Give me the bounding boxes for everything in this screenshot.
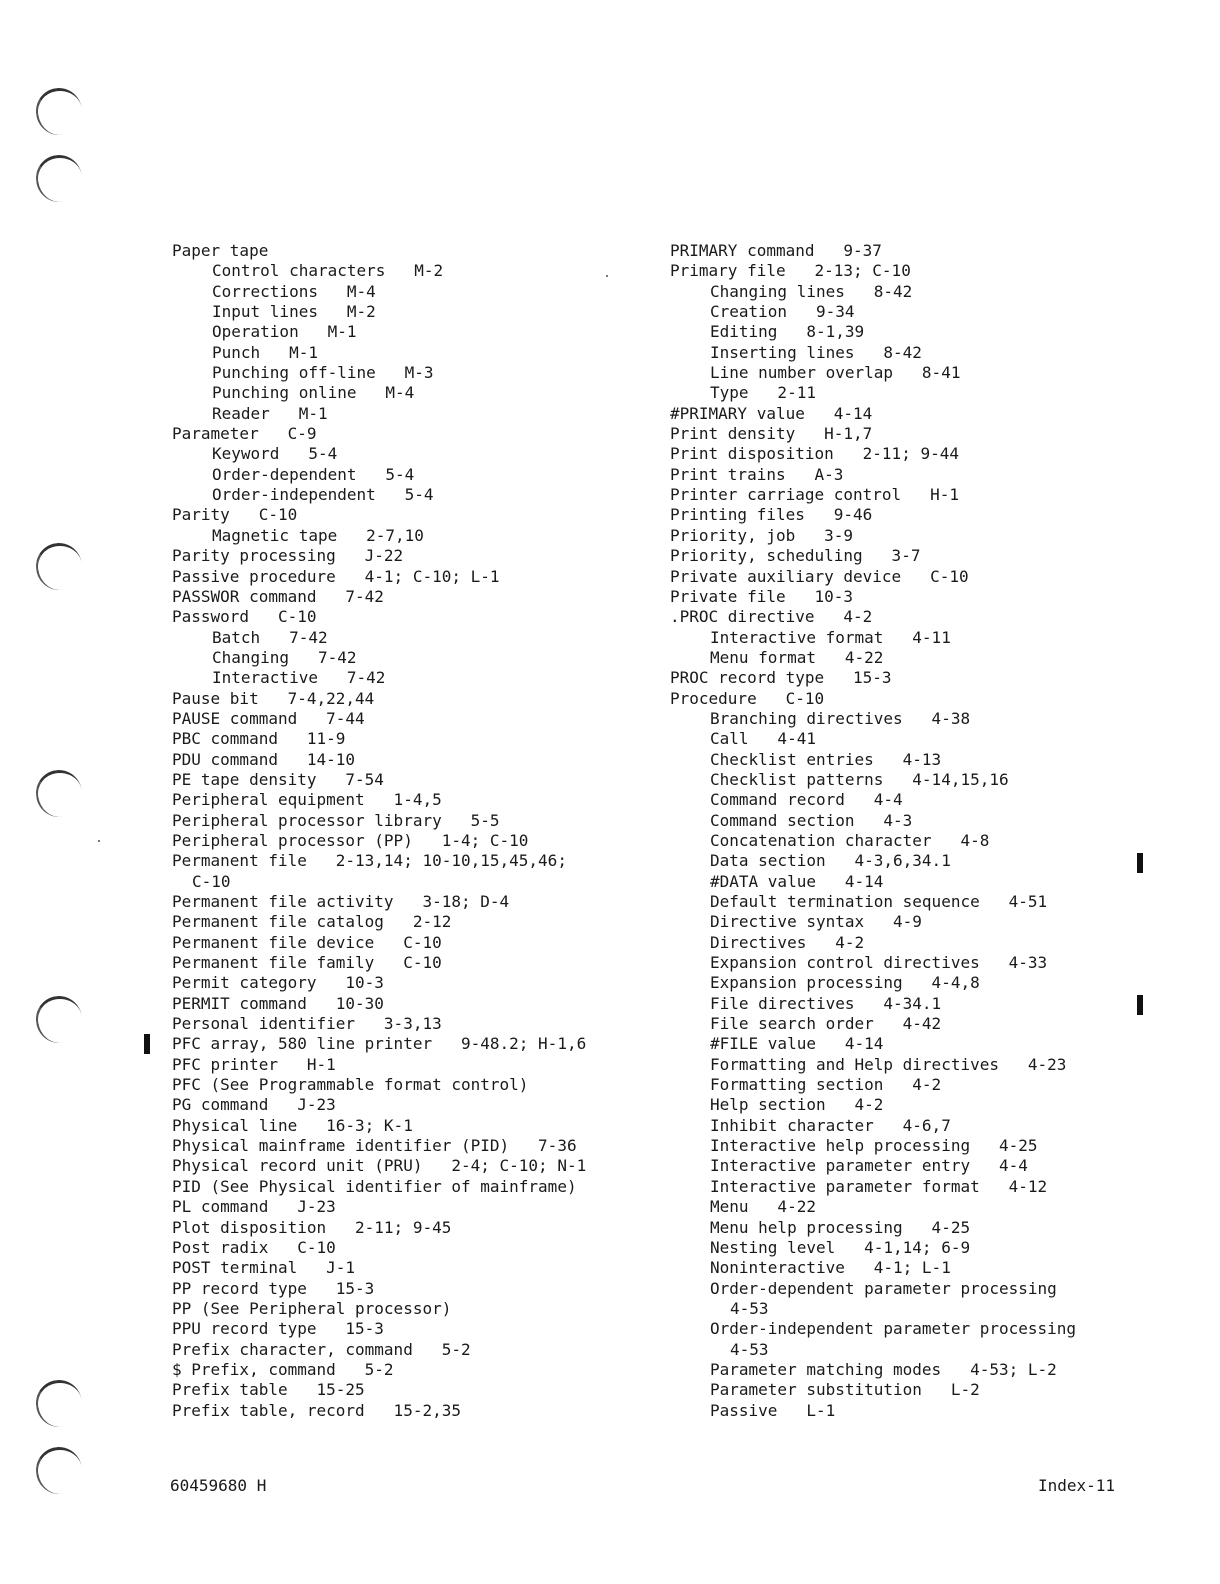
index-entry: PDU command 14-10 [172,749,356,769]
index-subentry: Directive syntax 4-9 [710,912,922,932]
index-subentry: Punching online M-4 [212,383,415,403]
index-entry: PFC (See Programmable format control) [172,1075,529,1095]
index-entry: Primary file 2-13; C-10 [670,261,911,281]
index-entry: PID (See Physical identifier of mainframe) [172,1176,577,1196]
index-subentry: Interactive 7-42 [212,668,386,688]
index-subentry: Corrections M-4 [212,281,376,301]
index-column-right [670,241,1110,1421]
index-entry: PE tape density 7-54 [172,769,384,789]
index-subentry: Inserting lines 8-42 [710,342,922,362]
index-entry: Private auxiliary device C-10 [670,566,969,586]
index-entry: PP record type 15-3 [172,1278,375,1298]
index-entry: $ Prefix, command 5-2 [172,1359,394,1379]
index-entry: Permanent file 2-13,14; 10-10,15,45,46; [172,851,567,871]
index-subentry: Expansion processing 4-4,8 [710,973,980,993]
index-entry: Priority, job 3-9 [670,525,854,545]
index-entry: Peripheral processor (PP) 1-4; C-10 [172,830,529,850]
index-subentry: Operation M-1 [212,322,357,342]
index-subentry: Expansion control directives 4-33 [710,953,1048,973]
index-entry: Prefix table 15-25 [172,1380,365,1400]
index-entry: Paper tape [172,241,269,260]
index-entry: Physical line 16-3; K-1 [172,1115,413,1135]
index-entry: Permit category 10-3 [172,973,384,993]
punch-hole-mark [33,1444,85,1497]
page-label: Index-11 [1038,1476,1116,1495]
index-subentry: File search order 4-42 [710,1014,942,1034]
index-entry: PFC printer H-1 [172,1054,336,1074]
index-subentry: #DATA value 4-14 [710,871,884,891]
index-continuation: 4-53 [730,1339,769,1359]
index-subentry: Control characters M-2 [212,261,444,281]
punch-hole-mark [33,85,85,138]
index-entry: Parity C-10 [172,505,298,525]
index-subentry: Input lines M-2 [212,302,376,322]
index-subentry: Inhibit character 4-6,7 [710,1115,951,1135]
index-subentry: Formatting and Help directives 4-23 [710,1054,1067,1074]
index-subentry: Checklist entries 4-13 [710,749,942,769]
change-bar [144,1034,150,1054]
index-entry: Permanent file device C-10 [172,932,442,952]
index-subentry: Default termination sequence 4-51 [710,892,1048,911]
index-subentry: Order-independent 5-4 [212,485,434,505]
index-subentry: Command record 4-4 [710,790,903,810]
index-subentry: Order-independent parameter processing [710,1319,1077,1339]
index-subentry: Noninteractive 4-1; L-1 [710,1258,951,1278]
index-entry: Personal identifier 3-3,13 [172,1014,442,1034]
punch-hole-mark [33,767,85,820]
index-subentry: Interactive format 4-11 [710,627,951,647]
index-entry: Pause bit 7-4,22,44 [172,688,375,708]
index-subentry: Menu help processing 4-25 [710,1217,971,1237]
index-subentry: Branching directives 4-38 [710,708,971,728]
punch-hole-mark [33,540,85,593]
index-subentry: Menu format 4-22 [710,647,884,667]
index-subentry: Checklist patterns 4-14,15,16 [710,769,1009,789]
index-subentry: Concatenation character 4-8 [710,830,990,850]
index-subentry: Menu 4-22 [710,1197,816,1217]
index-entry: #PRIMARY value 4-14 [670,403,873,423]
index-subentry: Passive L-1 [710,1400,836,1420]
index-entry: Parameter C-9 [172,424,317,444]
index-subentry: Reader M-1 [212,403,328,423]
index-entry: Physical mainframe identifier (PID) 7-36 [172,1136,577,1156]
punch-hole-mark [33,152,85,205]
index-subentry: Data section 4-3,6,34.1 [710,851,951,871]
document-number: 60459680 H [170,1476,267,1495]
index-entry: Plot disposition 2-11; 9-45 [172,1217,452,1237]
index-subentry: Parameter matching modes 4-53; L-2 [710,1359,1057,1379]
index-entry: Parity processing J-22 [172,546,404,566]
index-subentry: File directives 4-34.1 [710,993,942,1013]
index-entry: Passive procedure 4-1; C-10; L-1 [172,566,500,586]
index-entry: Permanent file activity 3-18; D-4 [172,892,510,911]
index-column-left [172,241,622,1421]
index-entry: .PROC directive 4-2 [670,607,873,627]
index-entry: POST terminal J-1 [172,1258,356,1278]
index-subentry: Help section 4-2 [710,1095,884,1115]
index-subentry: Command section 4-3 [710,810,913,830]
index-subentry: Creation 9-34 [710,302,855,322]
index-entry: Permanent file catalog 2-12 [172,912,452,932]
index-entry: PASSWOR command 7-42 [172,586,384,606]
index-entry: PFC array, 580 line printer 9-48.2; H-1,6 [172,1034,587,1054]
index-subentry: Magnetic tape 2-7,10 [212,525,424,545]
index-entry: Priority, scheduling 3-7 [670,546,921,566]
punch-hole-mark [33,993,85,1046]
index-subentry: Changing lines 8-42 [710,281,913,301]
index-subentry: Order-dependent parameter processing [710,1278,1057,1298]
index-subentry: #FILE value 4-14 [710,1034,884,1054]
index-subentry: Punching off-line M-3 [212,363,434,383]
index-entry: Print density H-1,7 [670,424,873,444]
index-subentry: Keyword 5-4 [212,444,338,464]
punch-hole-mark [33,1377,85,1430]
index-subentry: Nesting level 4-1,14; 6-9 [710,1237,971,1257]
index-continuation: C-10 [192,871,231,891]
index-subentry: Changing 7-42 [212,647,357,667]
index-subentry: Type 2-11 [710,383,816,403]
index-entry: PROC record type 15-3 [670,668,892,688]
index-entry: Prefix table, record 15-2,35 [172,1400,461,1420]
index-continuation: 4-53 [730,1298,769,1318]
index-entry: PERMIT command 10-30 [172,993,384,1013]
index-entry: Post radix C-10 [172,1237,336,1257]
index-entry: Printing files 9-46 [670,505,873,525]
index-entry: PBC command 11-9 [172,729,346,749]
index-entry: Procedure C-10 [670,688,825,708]
index-subentry: Editing 8-1,39 [710,322,865,342]
index-subentry: Order-dependent 5-4 [212,464,415,484]
index-subentry: Interactive parameter format 4-12 [710,1176,1048,1196]
index-entry: Peripheral processor library 5-5 [172,810,500,830]
index-entry: Private file 10-3 [670,586,854,606]
index-entry: Print disposition 2-11; 9-44 [670,444,959,464]
index-entry: Physical record unit (PRU) 2-4; C-10; N-1 [172,1156,587,1176]
index-subentry: Punch M-1 [212,342,318,362]
index-entry: PP (See Peripheral processor) [172,1298,452,1318]
index-subentry: Interactive parameter entry 4-4 [710,1156,1028,1176]
index-entry: PL command J-23 [172,1197,336,1217]
index-entry: Prefix character, command 5-2 [172,1339,471,1359]
index-subentry: Formatting section 4-2 [710,1075,942,1095]
index-entry: Print trains A-3 [670,464,844,484]
change-bar [1137,995,1143,1015]
index-subentry: Call 4-41 [710,729,816,749]
scan-speck [98,840,100,842]
change-bar [1137,853,1143,873]
index-subentry: Interactive help processing 4-25 [710,1136,1038,1156]
index-entry: Peripheral equipment 1-4,5 [172,790,442,810]
index-subentry: Batch 7-42 [212,627,328,647]
index-entry: PG command J-23 [172,1095,336,1115]
index-entry: PAUSE command 7-44 [172,708,365,728]
index-subentry: Parameter substitution L-2 [710,1380,980,1400]
index-entry: Printer carriage control H-1 [670,485,959,505]
index-entry: PRIMARY command 9-37 [670,241,882,260]
index-entry: Permanent file family C-10 [172,953,442,973]
index-subentry: Directives 4-2 [710,932,865,952]
index-entry: Password C-10 [172,607,317,627]
index-entry: PPU record type 15-3 [172,1319,384,1339]
index-subentry: Line number overlap 8-41 [710,363,961,383]
